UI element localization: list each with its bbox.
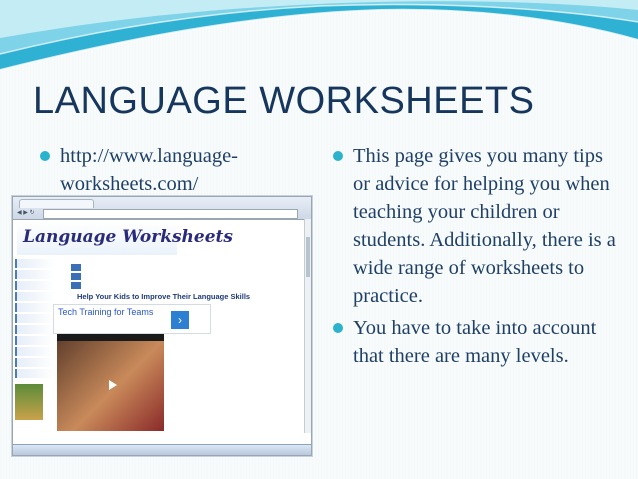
sidebar-item [15, 303, 55, 312]
sidebar-item [15, 369, 55, 378]
browser-tab [19, 199, 94, 208]
decorative-wave-header [0, 0, 638, 80]
bullet-text: You have to take into account that there are many levels. [353, 317, 597, 367]
ad-title: Tech Training for Teams [58, 307, 154, 317]
site-logo-text: Language Worksheets [23, 227, 233, 247]
sidebar-item [15, 358, 55, 367]
bullet-icon [333, 323, 343, 333]
list-item [71, 281, 85, 290]
website-url-text: http://www.language-worksheets.com/ [60, 145, 239, 195]
browser-nav-icons: ◀ ▶ ↻ [17, 210, 35, 216]
list-item [71, 263, 85, 272]
site-link-list [71, 263, 85, 290]
play-icon [109, 380, 117, 390]
sidebar-item [15, 336, 55, 345]
sidebar-item [15, 325, 55, 334]
sidebar-item [15, 281, 55, 290]
sidebar-item [15, 292, 55, 301]
bullet-icon [333, 151, 343, 161]
sidebar-item [15, 270, 55, 279]
right-bullet-list [333, 142, 623, 370]
left-bullet-list [40, 142, 310, 198]
site-headline: Help Your Kids to Improve Their Language Skills [77, 292, 251, 301]
website-screenshot [12, 196, 312, 456]
list-item [333, 314, 623, 370]
browser-address-bar [43, 209, 298, 219]
sidebar-item [15, 347, 55, 356]
bullet-icon [40, 151, 50, 161]
slide-title: LANGUAGE WORKSHEETS [33, 80, 535, 122]
bullet-text: This page gives you many tips or advice for helping you when teaching your children or students. Additionally, there is a wide range of worksheets to practice. [353, 145, 616, 307]
sidebar-image [15, 384, 43, 420]
list-item [71, 272, 85, 281]
list-item [333, 142, 623, 310]
sidebar-item [15, 314, 55, 323]
video-title-bar [57, 334, 164, 341]
list-item [40, 142, 310, 198]
sidebar-item [15, 259, 55, 268]
chevron-right-icon: › [171, 311, 189, 329]
site-sidebar [15, 259, 55, 449]
screenshot-scroll-thumb [306, 237, 310, 277]
windows-taskbar [13, 444, 311, 455]
